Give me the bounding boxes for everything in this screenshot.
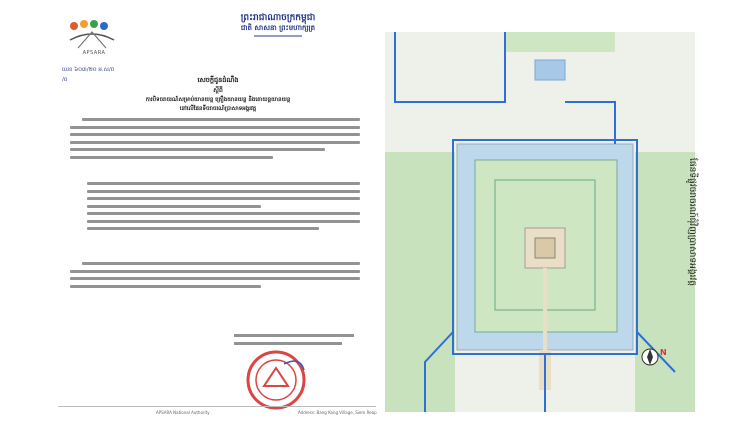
kingdom-header: ព្រះរាជាណាចក្រកម្ពុជា: [240, 13, 316, 23]
notice-list: [70, 182, 360, 235]
angkor-wat-traffic-map: [385, 32, 695, 412]
map-vertical-label: ផែនទីផ្លូវចរាចរណ៍ជុំវិញប្រាសាទអង្គរវត្ត: [687, 158, 697, 286]
reference-suffix: /ព: [62, 77, 68, 83]
compass-n-label: N: [660, 348, 667, 357]
notice-paragraph-1: [70, 118, 360, 163]
reference-number: លេខ ៦០៣/២០ អ.ស/ព: [62, 67, 115, 73]
notice-title: សេចក្តីជូនដំណឹង: [197, 76, 239, 84]
notice-topic-line1: ការបិទចរាចរណ៍សម្រាប់យានយន្ត គ្រឿងយានយន្ត និងគោយន្តយានយន្ត: [145, 97, 291, 103]
footer-address-khmer: APSARA National Authority: [156, 410, 210, 415]
ornament-divider-icon: [254, 34, 302, 38]
apsara-logo-icon: [64, 12, 120, 64]
logo-caption: APSARA: [82, 50, 106, 56]
notice-topic-line2: នៅលើផែនទីចរាចរណ៍ប្រាសាទអង្គរវត្ត: [179, 106, 257, 112]
notice-paragraph-2: [70, 262, 360, 292]
official-stamp-icon: [244, 348, 308, 412]
notice-subtitle: ស្តីពី: [213, 87, 223, 94]
official-notice-document: [58, 6, 376, 432]
motto-header: ជាតិ សាសនា ព្រះមហាក្សត្រ: [240, 24, 316, 32]
footer-address-english: Address: Bang Kong Village, Siem Reap: [298, 410, 377, 415]
footer-divider: [58, 406, 376, 407]
